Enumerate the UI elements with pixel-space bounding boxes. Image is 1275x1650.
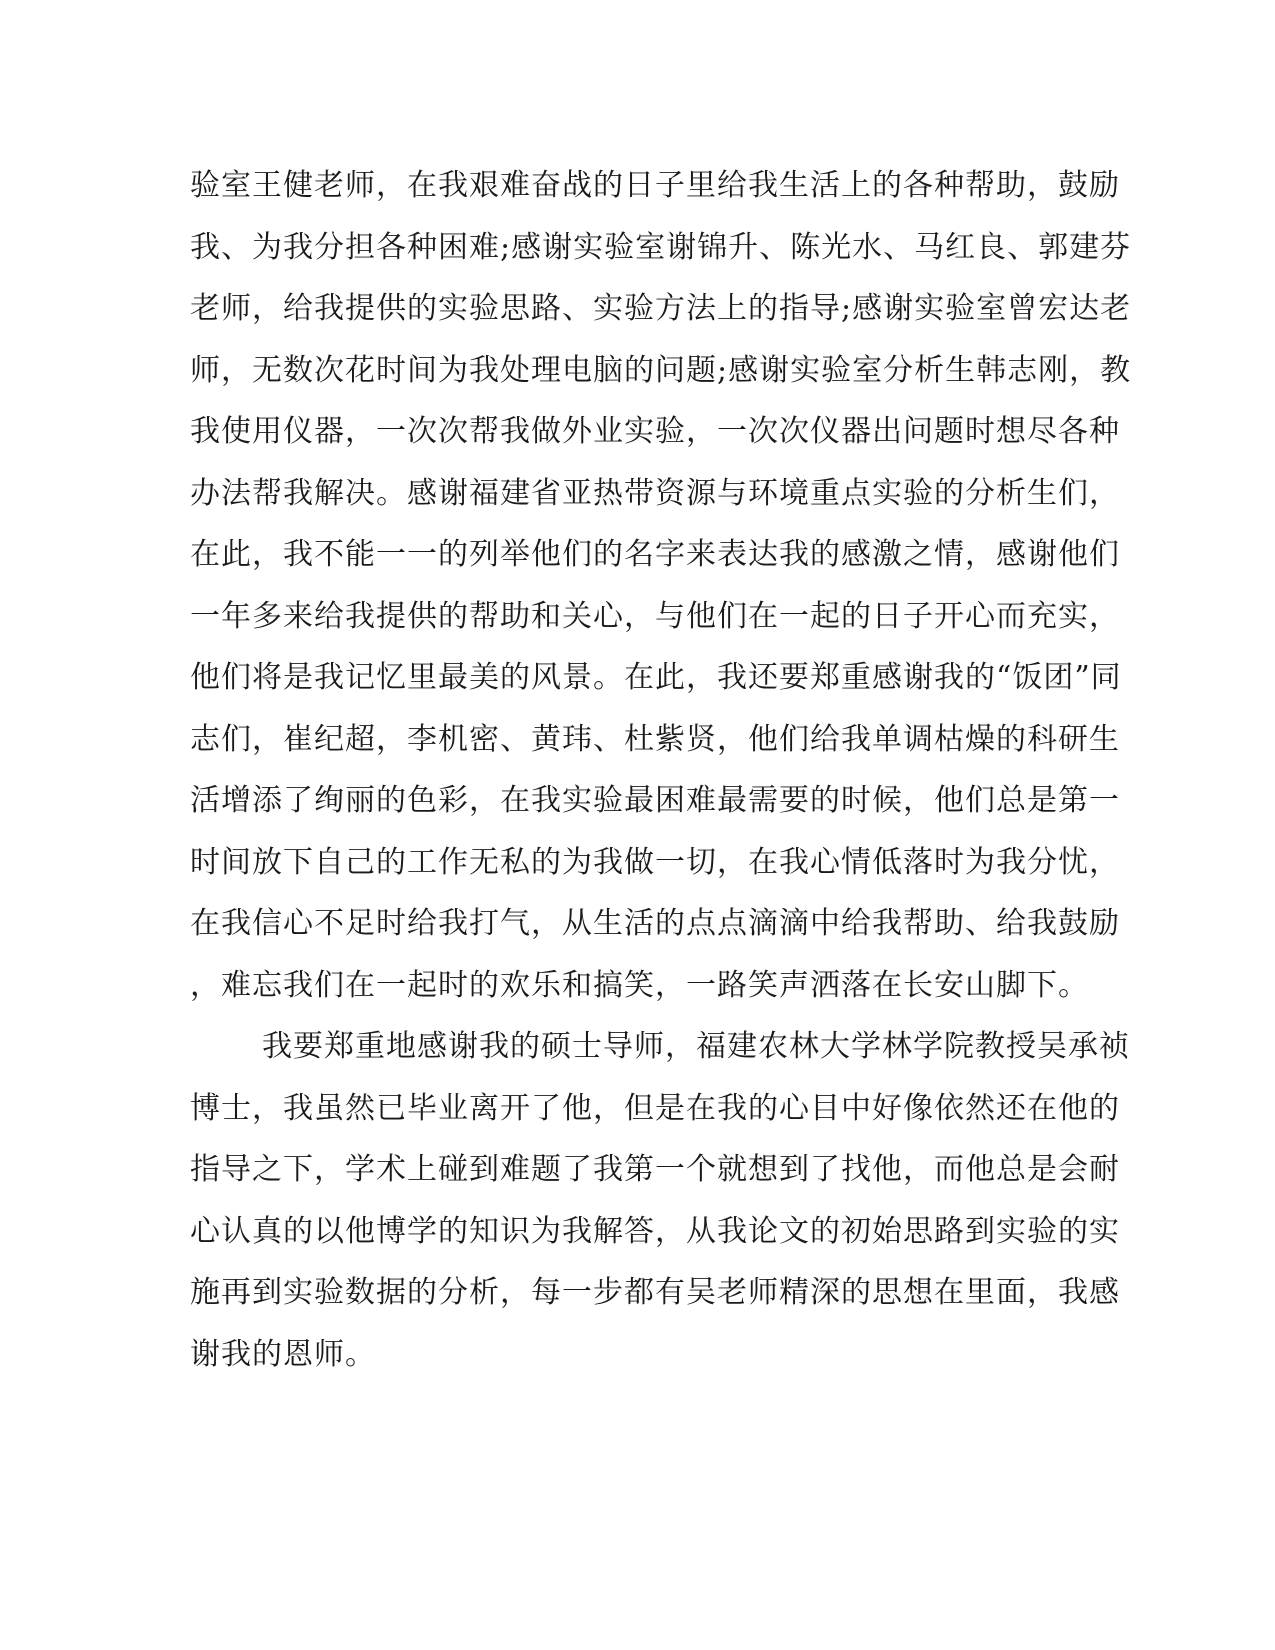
text-line: 我要郑重地感谢我的硕士导师，福建农林大学林学院教授吴承祯 <box>262 1029 1130 1064</box>
text-line: 施再到实验数据的分析，每一步都有吴老师精深的思想在里面，我感 <box>190 1275 1120 1310</box>
text-line: 办法帮我解决。感谢福建省亚热带资源与环境重点实验的分析生们， <box>190 475 1120 511</box>
text-line: 指导之下，学术上碰到难题了我第一个就想到了找他，而他总是会耐 <box>190 1152 1120 1187</box>
text-line: 师，无数次花时间为我处理电脑的问题;感谢实验室分析生韩志刚，教 <box>190 352 1132 388</box>
paragraph-1 <box>190 155 1132 1016</box>
text-line: 一年多来给我提供的帮助和关心，与他们在一起的日子开心而充实， <box>190 598 1120 634</box>
text-line: 老师，给我提供的实验思路、实验方法上的指导;感谢实验室曾宏达老 <box>190 291 1132 326</box>
paragraph-2 <box>190 1016 1130 1385</box>
text-line: 我、为我分担各种困难;感谢实验室谢锦升、陈光水、马红良、郭建芬 <box>190 229 1132 265</box>
text-line: ，难忘我们在一起时的欢乐和搞笑，一路笑声洒落在长安山脚下。 <box>190 967 1089 1003</box>
text-line: 我使用仪器，一次次帮我做外业实验，一次次仪器出问题时想尽各种 <box>190 414 1120 449</box>
text-line: 在此，我不能一一的列举他们的名字来表达我的感激之情，感谢他们 <box>190 537 1120 572</box>
text-line: 他们将是我记忆里最美的风景。在此，我还要郑重感谢我的“饭团”同 <box>190 660 1122 695</box>
text-line: 活增添了绚丽的色彩，在我实验最困难最需要的时候，他们总是第一 <box>190 783 1120 818</box>
text-line: 验室王健老师，在我艰难奋战的日子里给我生活上的各种帮助，鼓励 <box>190 168 1120 203</box>
body-text <box>190 155 1132 1385</box>
text-line: 谢我的恩师。 <box>190 1336 376 1372</box>
text-line: 心认真的以他博学的知识为我解答，从我论文的初始思路到实验的实 <box>190 1213 1120 1249</box>
text-line: 在我信心不足时给我打气，从生活的点点滴滴中给我帮助、给我鼓励 <box>190 906 1120 941</box>
text-line: 博士，我虽然已毕业离开了他，但是在我的心目中好像依然还在他的 <box>190 1090 1120 1126</box>
text-line: 时间放下自己的工作无私的为我做一切，在我心情低落时为我分忧， <box>190 844 1120 880</box>
text-line: 志们，崔纪超，李机密、黄玮、杜紫贤，他们给我单调枯燥的科研生 <box>190 721 1120 757</box>
